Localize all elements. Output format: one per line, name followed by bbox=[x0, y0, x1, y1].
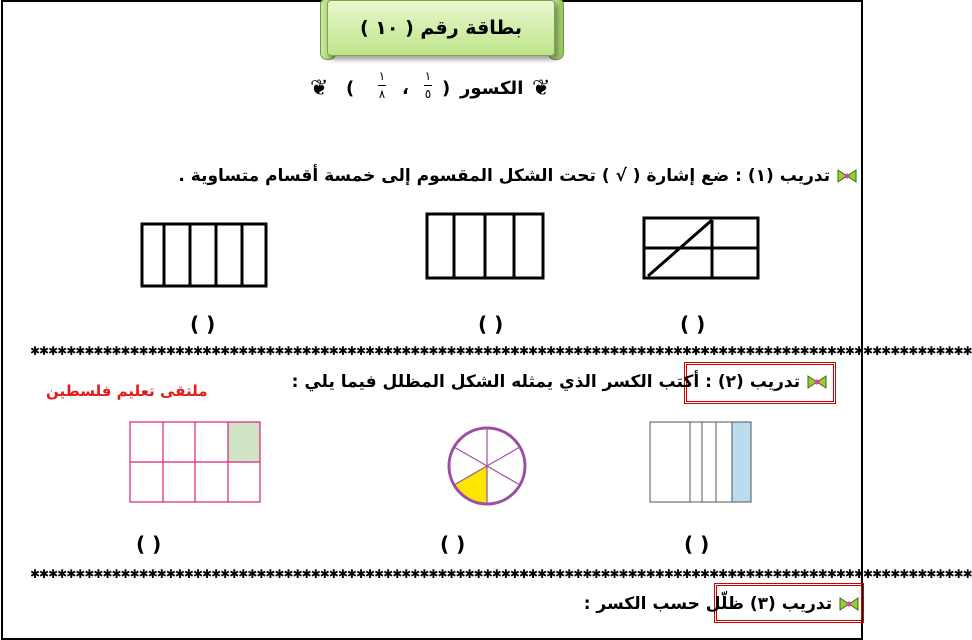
fraction-denominator: ٥ bbox=[424, 87, 432, 101]
card-title bbox=[327, 0, 555, 56]
answer-blank-5[interactable]: ( ) bbox=[440, 532, 466, 556]
bow-icon bbox=[806, 375, 828, 389]
rect-six-strips bbox=[650, 422, 751, 502]
watermark: ملتقى تعليم فلسطين bbox=[46, 382, 208, 400]
exercise1-colon: : bbox=[735, 166, 742, 186]
bow-icon bbox=[836, 169, 858, 183]
exercise2-text: أكتب الكسر الذي يمثله الشكل المظلل فيما يلي : bbox=[291, 372, 700, 392]
answer-blank-3[interactable]: ( ) bbox=[680, 312, 706, 336]
pie-six-parts bbox=[449, 428, 525, 504]
ornament-icon: ❦ bbox=[310, 76, 329, 101]
separator: ✱✱✱✱✱✱✱✱✱✱✱✱✱✱✱✱✱✱✱✱✱✱✱✱✱✱✱✱✱✱✱✱✱✱✱✱✱✱✱✱✱✱✱✱✱✱✱✱✱✱✱✱✱✱✱✱✱✱✱✱✱✱✱✱✱✱✱✱✱✱✱✱✱✱✱✱✱✱✱✱✱✱✱✱✱✱✱✱✱✱✱✱✱✱✱✱✱✱✱✱✱✱✱✱ bbox=[30, 567, 972, 581]
fraction-denominator: ٨ bbox=[378, 87, 386, 101]
topic-heading bbox=[300, 70, 570, 118]
exercise3-line bbox=[584, 594, 860, 614]
bow-icon bbox=[838, 597, 860, 611]
exercise1-label: تدريب (١) bbox=[747, 166, 831, 186]
fraction-numerator: ١ bbox=[378, 69, 386, 83]
paren-close: ( bbox=[346, 78, 355, 99]
exercise2-line bbox=[292, 372, 828, 392]
answer-blank-2[interactable]: ( ) bbox=[478, 312, 504, 336]
comma: ، bbox=[402, 78, 409, 99]
card-title-text: بطاقة رقم ( ١٠ ) bbox=[359, 17, 523, 39]
separator: ✱✱✱✱✱✱✱✱✱✱✱✱✱✱✱✱✱✱✱✱✱✱✱✱✱✱✱✱✱✱✱✱✱✱✱✱✱✱✱✱✱✱✱✱✱✱✱✱✱✱✱✱✱✱✱✱✱✱✱✱✱✱✱✱✱✱✱✱✱✱✱✱✱✱✱✱✱✱✱✱✱✱✱✱✱✱✱✱✱✱✱✱✱✱✱✱✱✱✱✱✱✱✱✱ bbox=[30, 344, 972, 358]
exercise1-text: ضع إشارة ( √ ) تحت الشكل المقسوم إلى خمسة أقسام متساوية . bbox=[178, 166, 730, 186]
exercise2-label: تدريب (٢) bbox=[717, 372, 801, 392]
rect-four-parts bbox=[427, 214, 543, 278]
exercise2-shapes bbox=[0, 410, 866, 510]
paren-open: ) bbox=[442, 78, 451, 99]
exercise2-colon: : bbox=[705, 372, 712, 392]
exercise1-shapes bbox=[0, 200, 866, 300]
rect-five-parts bbox=[142, 224, 266, 286]
exercise3-label: تدريب (٣) bbox=[749, 594, 833, 614]
rect-unequal-parts bbox=[644, 218, 758, 278]
fraction-numerator: ١ bbox=[424, 69, 432, 83]
answer-blank-1[interactable]: ( ) bbox=[190, 312, 216, 336]
exercise3-text: ظلّل حسب الكسر : bbox=[583, 594, 744, 614]
answer-blank-4[interactable]: ( ) bbox=[136, 532, 162, 556]
topic-word: الكسور bbox=[460, 78, 524, 99]
fraction-one-fifth bbox=[424, 70, 432, 101]
answer-blank-6[interactable]: ( ) bbox=[684, 532, 710, 556]
grid-ten-parts bbox=[130, 422, 260, 502]
fraction-one-eighth bbox=[378, 70, 386, 101]
ornament-icon: ❦ bbox=[532, 76, 551, 101]
exercise1-line bbox=[178, 166, 858, 186]
